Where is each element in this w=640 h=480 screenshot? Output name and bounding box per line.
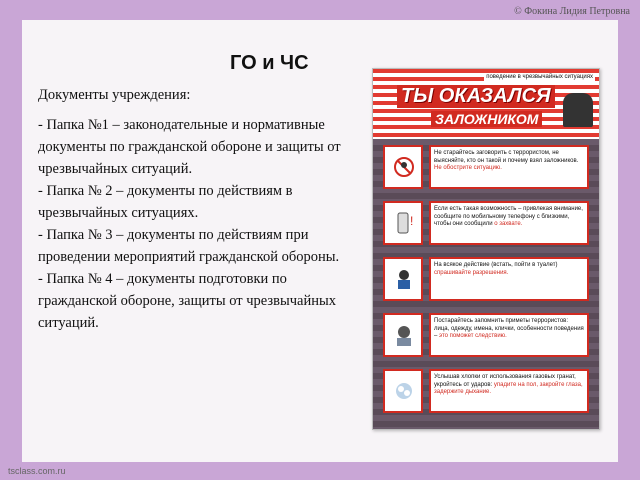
poster-row xyxy=(383,201,589,245)
hostage-poster xyxy=(372,68,600,430)
gas-grenade-icon xyxy=(383,369,423,413)
poster-row-text: На всякое действие (встать, пойти в туалет) спрашивайте разрешения. xyxy=(429,257,589,301)
copyright-text: © Фокина Лидия Петровна xyxy=(514,6,630,17)
poster-row-text: Услышав хлопки от использования газовых гранат, укройтесь от ударов: упадите на пол, закройте глаза, задержите дыхание. xyxy=(429,369,589,413)
ask-permission-icon xyxy=(383,257,423,301)
svg-text:!: ! xyxy=(410,214,414,228)
document-list xyxy=(38,84,358,334)
poster-row xyxy=(383,313,589,357)
poster-body xyxy=(373,139,599,429)
page-title: ГО и ЧС xyxy=(230,52,309,74)
list-item: - Папка №1 – законодательные и нормативные документы по гражданской обороне и защиты от чрезвычайных ситуаций. xyxy=(38,117,341,177)
poster-row xyxy=(383,257,589,301)
watermark-text: tsclass.com.ru xyxy=(8,466,66,476)
list-item: - Папка № 2 – документы по действиям в чрезвычайных ситуациях. xyxy=(38,183,293,221)
remember-faces-icon xyxy=(383,313,423,357)
poster-row-text: Постарайтесь запомнить приметы террористов: лица, одежду, имена, клички, особенности поведения – это поможет следствию. xyxy=(429,313,589,357)
poster-header xyxy=(373,69,599,137)
terrorist-figure-icon xyxy=(563,93,593,127)
list-item: - Папка № 4 – документы подготовки по гражданской обороне, защиты от чрезвычайных ситуаций. xyxy=(38,271,336,331)
poster-row xyxy=(383,369,589,413)
poster-caption: поведение в чрезвычайных ситуациях xyxy=(486,74,593,80)
poster-row-text: Не старайтесь заговорить с террористом, не выясняйте, кто он такой и почему взял заложников. Не обострите ситуацию. xyxy=(429,145,589,189)
intro-text: Документы учреждения: xyxy=(38,87,191,103)
mobile-phone-icon xyxy=(383,201,423,245)
poster-title-line1: ТЫ ОКАЗАЛСЯ xyxy=(397,85,555,108)
list-item: - Папка № 3 – документы по действиям при проведении мероприятий гражданской обороны. xyxy=(38,227,340,265)
poster-title-line2: ЗАЛОЖНИКОМ xyxy=(431,111,542,127)
poster-row xyxy=(383,145,589,189)
poster-row-text: Если есть такая возможность – привлекая внимание, сообщите по мобильному телефону с близкими, чтобы они сообщили о захвате. xyxy=(429,201,589,245)
no-talking-icon xyxy=(383,145,423,189)
